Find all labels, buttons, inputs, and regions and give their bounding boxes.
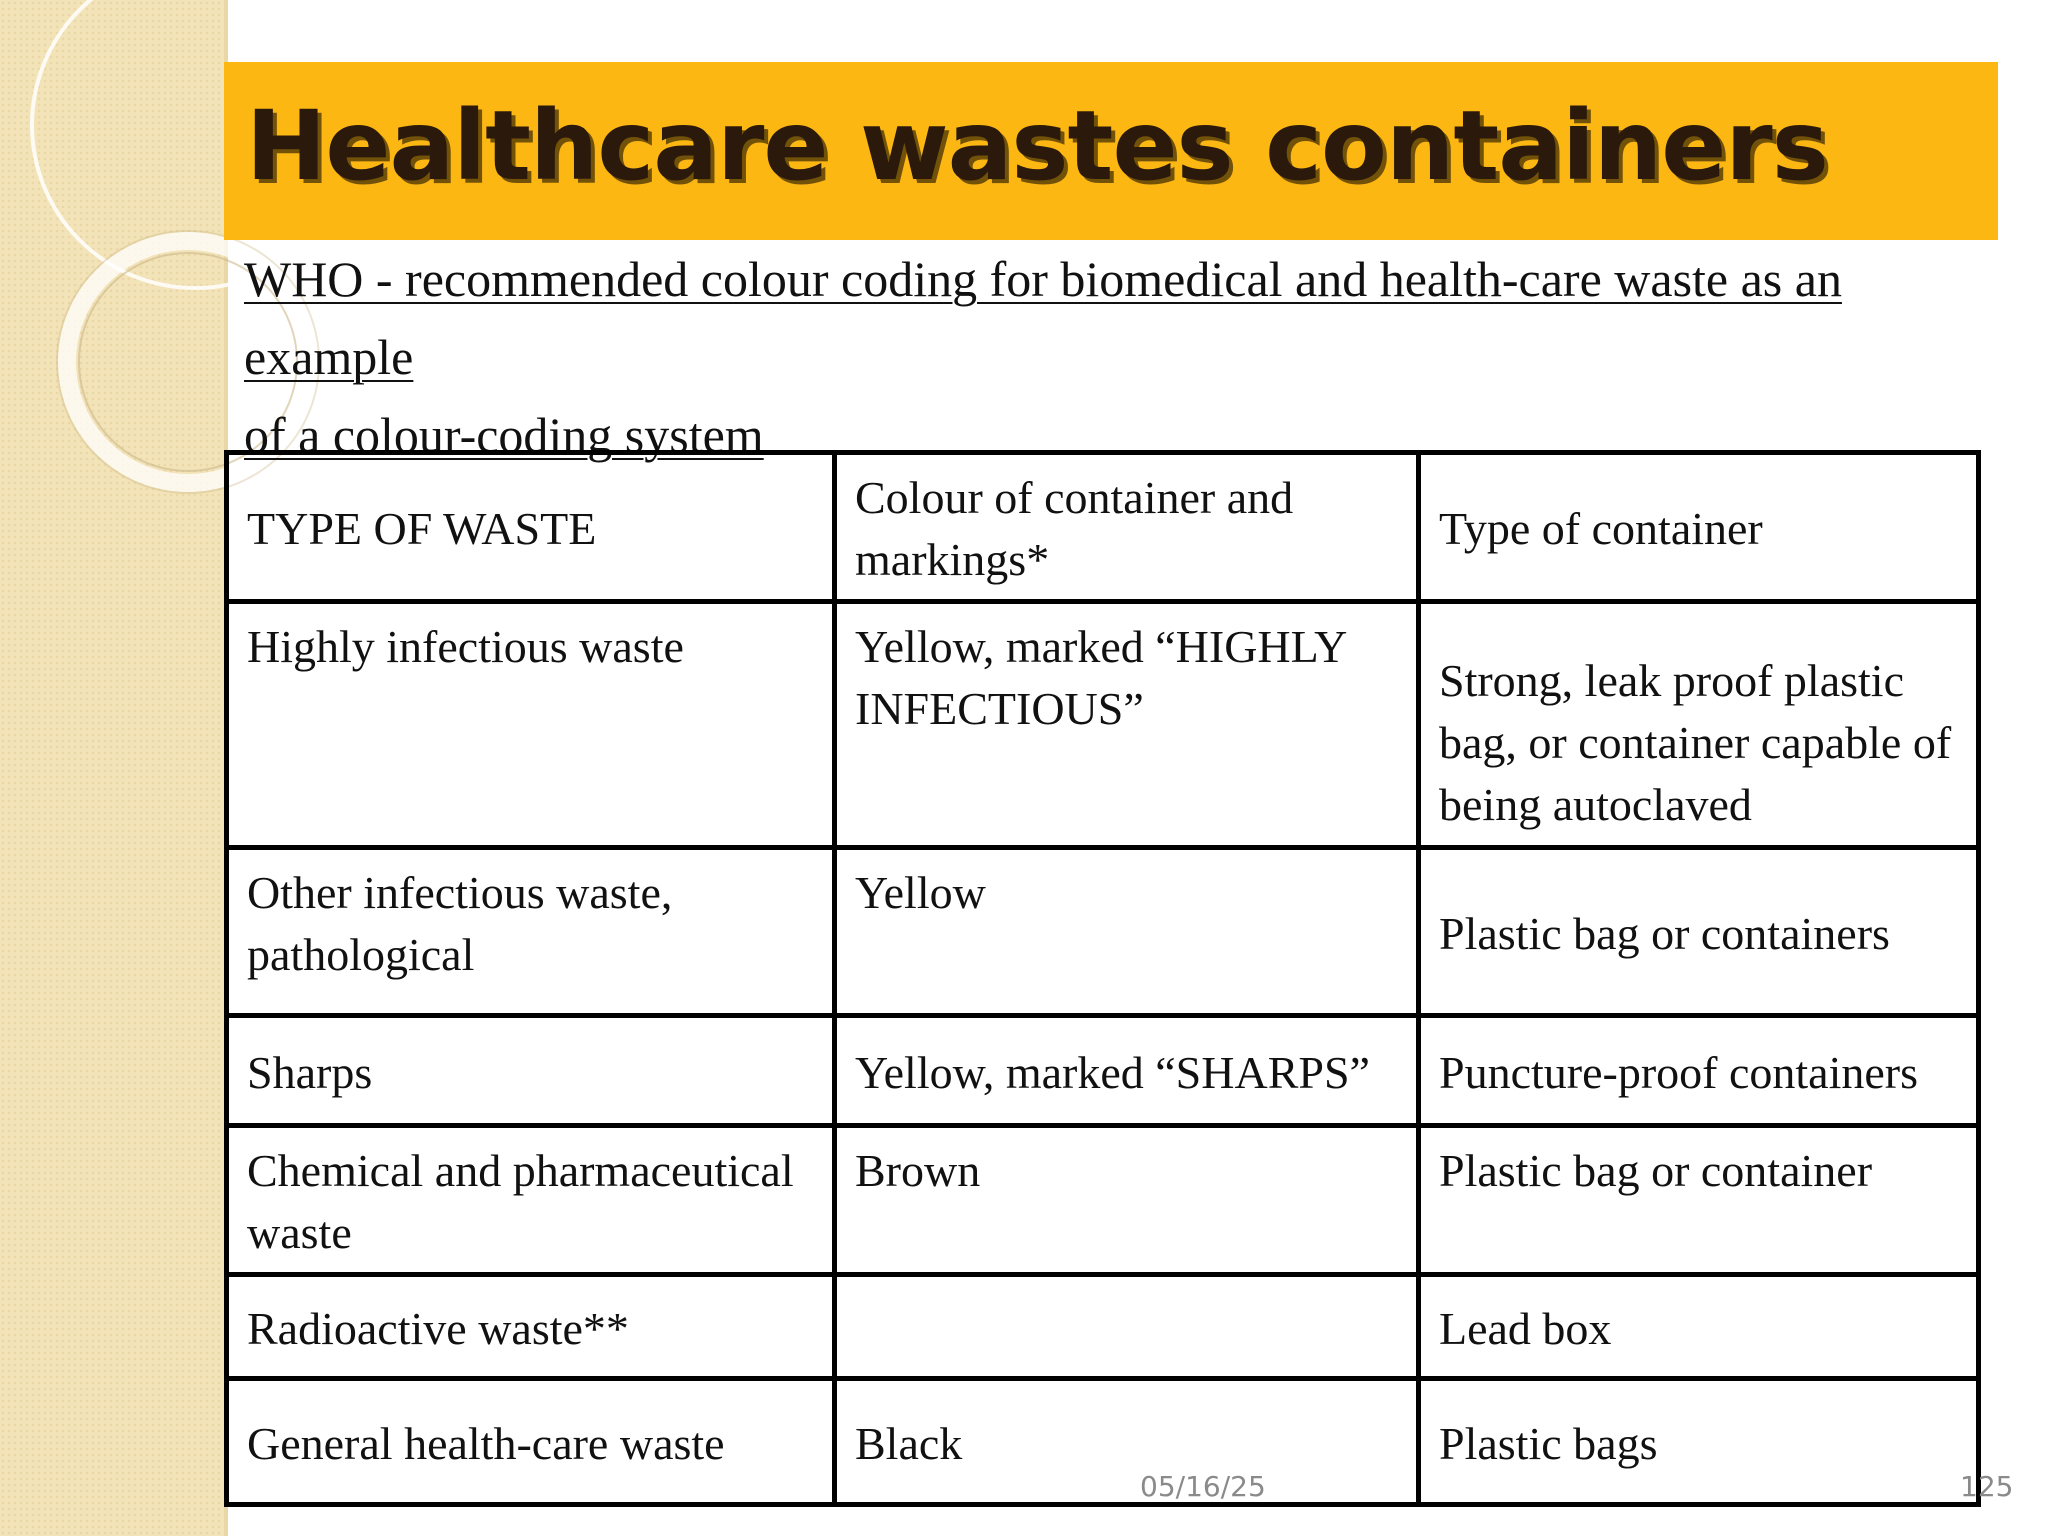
cell-colour: Yellow, marked “SHARPS” xyxy=(835,1016,1419,1126)
table-header-row xyxy=(227,453,1979,602)
waste-colour-coding-table xyxy=(224,450,1981,1507)
table-row xyxy=(227,1126,1979,1275)
header-type-of-waste: TYPE OF WASTE xyxy=(227,453,835,602)
table-row xyxy=(227,848,1979,1016)
slide-page-number: 125 xyxy=(1960,1470,2014,1503)
cell-type-of-waste: Other infectious waste, pathological xyxy=(227,848,835,1016)
cell-type-of-waste: Highly infectious waste xyxy=(227,602,835,848)
cell-container: Plastic bag or containers xyxy=(1419,848,1979,1016)
cell-colour: Yellow xyxy=(835,848,1419,1016)
cell-colour: Brown xyxy=(835,1126,1419,1275)
table-row xyxy=(227,1016,1979,1126)
cell-colour xyxy=(835,1275,1419,1379)
cell-colour: Yellow, marked “HIGHLY INFECTIOUS” xyxy=(835,602,1419,848)
cell-container: Lead box xyxy=(1419,1275,1979,1379)
table-row xyxy=(227,1275,1979,1379)
cell-type-of-waste: Sharps xyxy=(227,1016,835,1126)
cell-type-of-waste: General health-care waste xyxy=(227,1379,835,1505)
header-type-of-container: Type of container xyxy=(1419,453,1979,602)
cell-colour: Black xyxy=(835,1379,1419,1505)
table-row xyxy=(227,1379,1979,1505)
header-colour-of-container: Colour of container and markings* xyxy=(835,453,1419,602)
cell-container: Strong, leak proof plastic bag, or container capable of being autoclaved xyxy=(1419,602,1979,848)
subtitle-line-1: WHO - recommended colour coding for biomedical and health-care waste as an example xyxy=(244,251,1842,385)
cell-container: Plastic bag or container xyxy=(1419,1126,1979,1275)
subtitle-line-2: of a colour-coding system xyxy=(244,407,764,463)
cell-container: Puncture-proof containers xyxy=(1419,1016,1979,1126)
slide-date: 05/16/25 xyxy=(1140,1470,1266,1503)
cell-type-of-waste: Chemical and pharmaceutical waste xyxy=(227,1126,835,1275)
slide-subtitle xyxy=(244,240,1864,474)
slide-title: Healthcare wastes containers xyxy=(246,90,1828,202)
cell-type-of-waste: Radioactive waste** xyxy=(227,1275,835,1379)
cell-container: Plastic bags xyxy=(1419,1379,1979,1505)
table-row xyxy=(227,602,1979,848)
